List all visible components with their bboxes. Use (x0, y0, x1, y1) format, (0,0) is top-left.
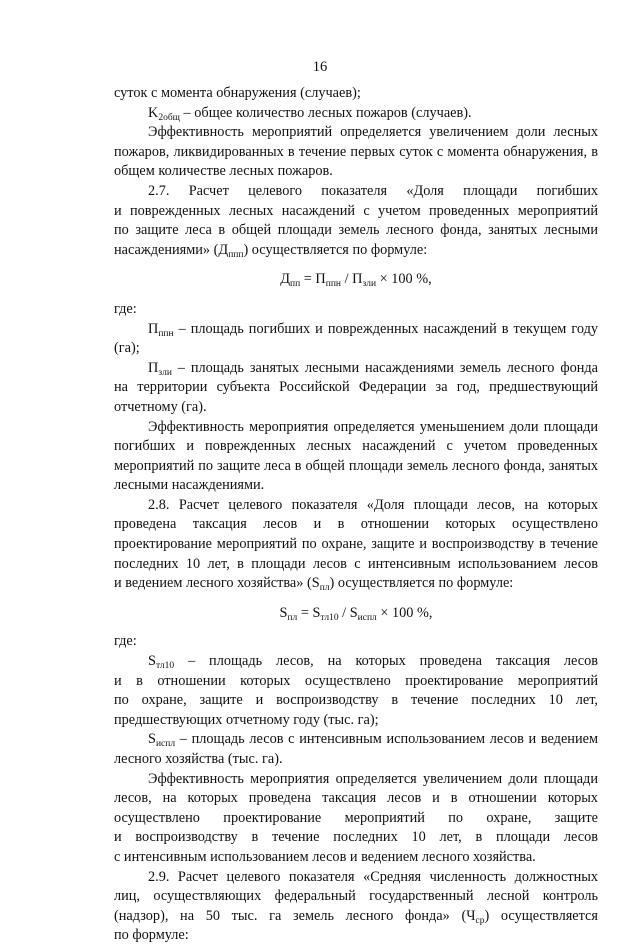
formula-spl (114, 604, 598, 624)
text-line (114, 241, 598, 261)
symbol: K (148, 104, 159, 121)
text-line: и воспроизводству в течение последних 10 лет, в площади лесов (114, 829, 598, 846)
text-line: лесного хозяйства (тыс. га). (114, 751, 283, 767)
definition-k2obsh (114, 104, 598, 124)
where-label: где: (114, 633, 137, 650)
formula-part: / S (338, 604, 358, 621)
text-line: Эффективность мероприятий определяется увеличением доли лесных (148, 124, 598, 141)
text-line: общем количестве лесных пожаров. (114, 163, 333, 180)
formula-subscript: ппн (325, 279, 341, 290)
definition-text: – площадь лесов, на которых проведена таксация лесов (174, 653, 598, 670)
text-line: предшествующих отчетному году (тыс. га); (114, 711, 379, 728)
text-line: проектирование мероприятий по охране, защите и воспроизводству в течение (114, 536, 598, 553)
formula-part: = П (300, 271, 326, 288)
text-line: лиц, осуществляющих федеральный государственный лесной контроль (114, 888, 598, 905)
text-line: по охране, защите и воспроизводству в течение последних 10 лет, (114, 692, 598, 709)
symbol: S (148, 731, 156, 748)
formula-part: × 100 %, (376, 271, 432, 288)
formula-part: / П (341, 271, 363, 288)
where-label: где: (114, 300, 137, 317)
text-line: суток с момента обнаружения (случаев); (114, 85, 361, 101)
text-line: лесными насаждениями. (114, 477, 265, 494)
definition-text: – общее количество лесных пожаров (случаев). (179, 104, 472, 121)
symbol-subscript: зли (158, 367, 172, 378)
text-line: лесов, на которых проведена таксация лесов и в отношении которых (114, 790, 598, 807)
symbol-subscript: ср (475, 915, 485, 926)
definition-pzli (114, 359, 598, 379)
symbol-subscript: ппп (228, 249, 244, 260)
formula-part: × 100 %, (376, 604, 433, 621)
symbol: П (148, 320, 159, 337)
symbol-subscript: 2общ (158, 112, 180, 123)
formula-part: = S (297, 604, 321, 621)
definition-text: – площадь погибших и поврежденных насаждений в текущем году (173, 320, 598, 337)
text-line: Эффективность мероприятия определяется уменьшением доли площади (148, 418, 598, 435)
definition-text: – площадь занятых лесными насаждениями земель лесного фонда (171, 359, 598, 376)
text-span: ) осуществляется по формуле: (329, 575, 514, 592)
text-line: и поврежденных лесных насаждений с учетом проведенных мероприятий (114, 202, 598, 219)
text-line: по защите леса в общей площади земель лесного фонда, занятых лесными (114, 222, 598, 239)
text-line: проведена таксация лесов и в отношении которых осуществлено (114, 516, 598, 533)
text-line: и в отношении которых осуществлено проектирование мероприятий (114, 672, 598, 689)
formula-subscript: тл10 (320, 612, 339, 623)
text-line: 2.7. Расчет целевого показателя «Доля площади погибших (148, 182, 598, 199)
text-span: и ведением лесного хозяйства» (S (114, 575, 320, 592)
text-span: насаждениями» (Д (114, 241, 229, 258)
definition-sispl (114, 730, 598, 750)
definition-text: – площадь лесов с интенсивным использованием лесов и ведением (175, 731, 598, 748)
symbol-subscript: пл (319, 583, 330, 594)
formula-subscript: зли (362, 279, 377, 290)
symbol: S (148, 653, 156, 670)
text-line: с интенсивным использованием лесов и ведением лесного хозяйства. (114, 848, 536, 865)
formula-part: Д (280, 271, 291, 288)
text-line (114, 574, 598, 594)
formula-subscript: испл (357, 612, 377, 623)
text-line: отчетному (га). (114, 398, 207, 415)
text-line: 2.9. Расчет целевого показателя «Средняя численность должностных (148, 868, 598, 885)
formula-part: S (279, 604, 288, 621)
text-line: по формуле: (114, 927, 189, 944)
text-line: (га); (114, 340, 140, 357)
symbol-subscript: тл10 (155, 661, 175, 672)
text-line: Эффективность мероприятия определяется увеличением доли площади (148, 770, 598, 787)
document-body (114, 84, 598, 946)
page-number: 16 (312, 59, 328, 75)
definition-pppn (114, 320, 598, 340)
text-line: на территории субъекта Российской Федерации за год, предшествующий (114, 379, 598, 396)
text-span: ) осуществляется (484, 907, 598, 924)
formula-subscript: пп (290, 279, 301, 290)
text-span: ) осуществляется по формуле: (243, 241, 428, 258)
text-span: (надзор), на 50 тыс. га земель лесного фонда» (Ч (114, 907, 476, 924)
text-line: мероприятий по защите леса в общей площади земель лесного фонда, занятых (114, 457, 598, 474)
formula-dpp (114, 270, 598, 290)
text-line: погибших и поврежденных лесных насаждений с учетом проведенных (114, 438, 598, 455)
text-line: осуществлено проектирование мероприятий по охране, защите (114, 809, 598, 826)
symbol-subscript: испл (155, 739, 176, 750)
text-line (114, 907, 598, 927)
symbol: П (148, 359, 159, 376)
formula-subscript: пл (287, 612, 298, 623)
definition-stl10 (114, 652, 598, 672)
text-line: 2.8. Расчет целевого показателя «Доля площади лесов, на которых (148, 496, 598, 513)
text-line: пожаров, ликвидированных в течение первых суток с момента обнаружения, в (114, 143, 598, 160)
text-line: последних 10 лет, в площади лесов с интенсивным использованием лесов (114, 555, 598, 572)
symbol-subscript: ппн (158, 328, 174, 339)
